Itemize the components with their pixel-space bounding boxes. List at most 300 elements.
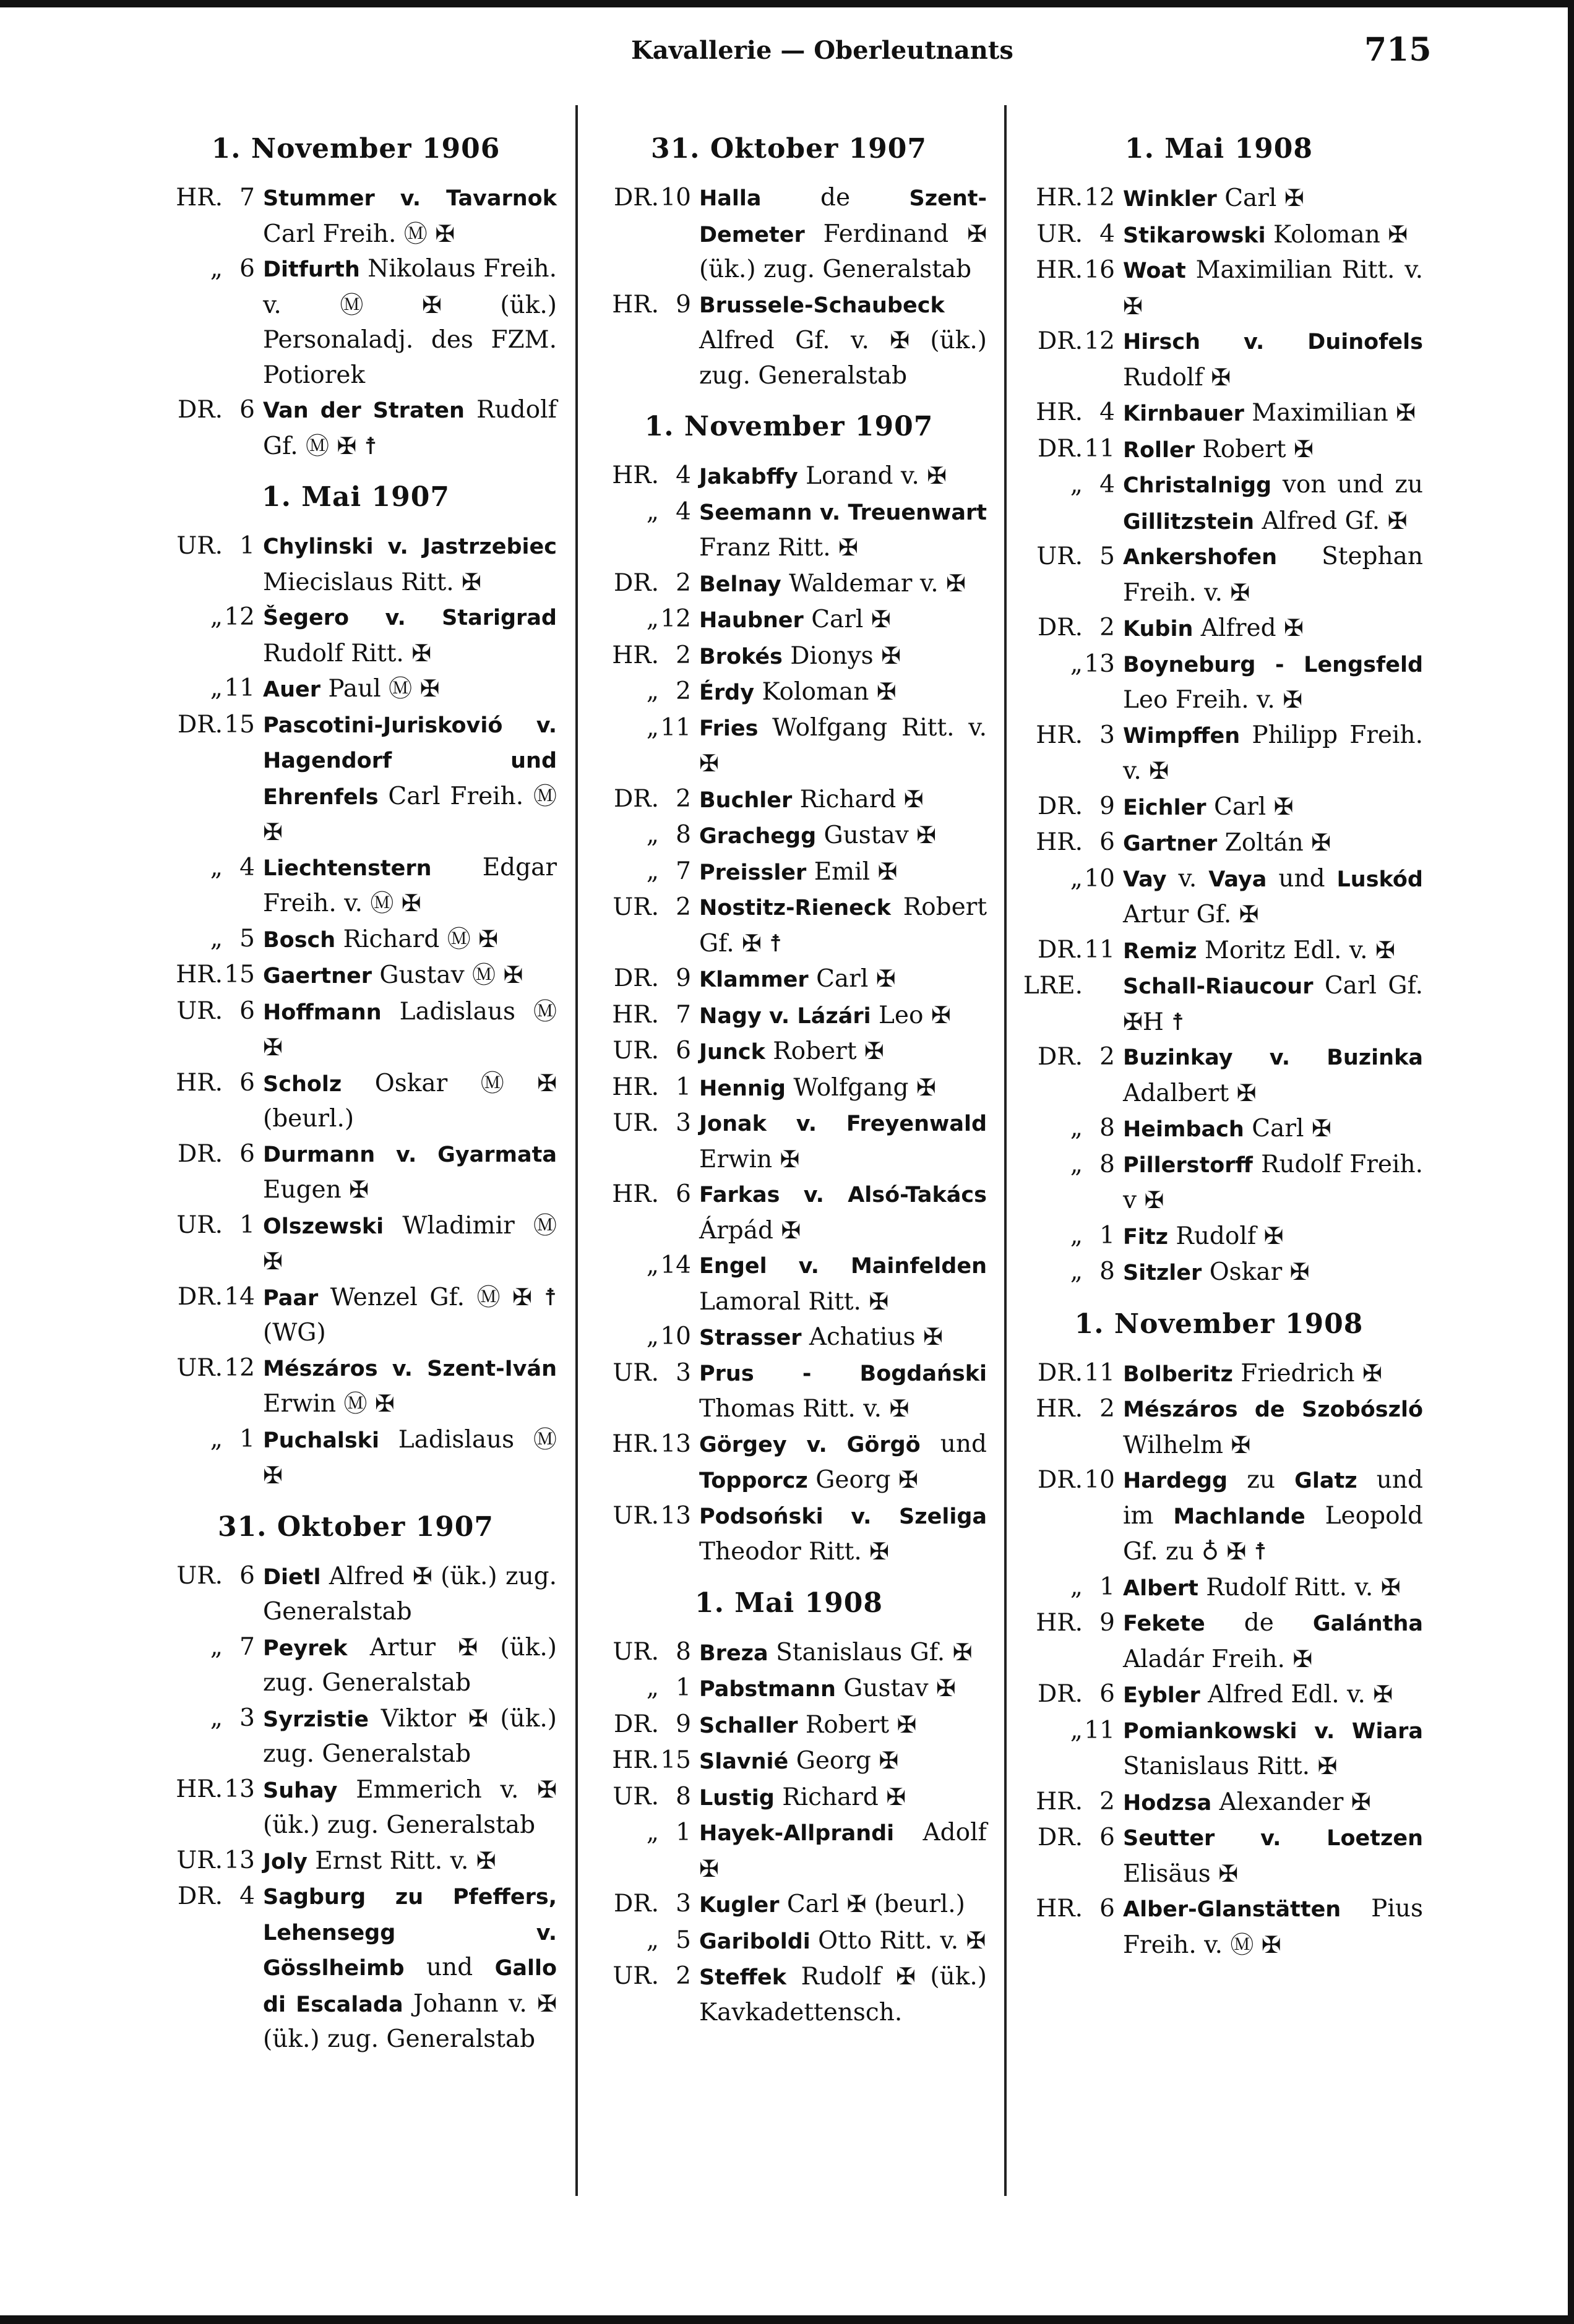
cross-decoration-icon: ✠ bbox=[890, 327, 910, 354]
officer-entry bbox=[155, 1422, 557, 1494]
regiment-number: 9 bbox=[1099, 1609, 1115, 1637]
cross-decoration-icon: ✠ bbox=[537, 1069, 557, 1097]
officer-entry bbox=[591, 818, 987, 854]
surname: Woat bbox=[1123, 259, 1186, 283]
regiment-type: DR. bbox=[177, 1882, 223, 1910]
officer-name-text: Ankershofen Stephan Freih. v. ✠ bbox=[1123, 539, 1423, 611]
officer-name-text: Dietl Alfred ✠ (ük.) zug. Generalstab bbox=[263, 1559, 557, 1630]
cross-decoration-icon: ✠ bbox=[1261, 1931, 1281, 1958]
cross-decoration-icon: ✠ bbox=[1351, 1788, 1371, 1816]
officer-name-text: Joly Ernst Ritt. v. ✠ bbox=[263, 1843, 557, 1880]
surname: Joly bbox=[263, 1849, 307, 1874]
officer-name-text: Pomiankowski v. Wiara Stanislaus Ritt. ✠ bbox=[1123, 1713, 1423, 1785]
cross-decoration-icon: ✠ bbox=[1283, 686, 1303, 713]
regiment-type: „ bbox=[1070, 1716, 1083, 1744]
cross-decoration-icon: ✠ bbox=[1311, 1115, 1331, 1142]
regiment-type: UR. bbox=[613, 1501, 659, 1530]
surname: Kugler bbox=[699, 1893, 780, 1918]
cross-decoration-icon: ✠ bbox=[1123, 292, 1143, 320]
officer-name-text: Belnay Waldemar v. ✠ bbox=[699, 566, 987, 602]
surname: Galántha bbox=[1312, 1611, 1423, 1636]
cross-decoration-icon: ✠ bbox=[1230, 578, 1250, 606]
surname: Luskód bbox=[1336, 867, 1423, 892]
merit-medal-icon: Ⓜ bbox=[340, 291, 364, 319]
officer-entry bbox=[591, 1034, 987, 1070]
cross-decoration-icon: ✠ bbox=[1239, 901, 1259, 928]
officer-name-text: Paar Wenzel Gf. Ⓜ ✠ ☨ (WG) bbox=[263, 1280, 557, 1351]
surname: Bolberitz bbox=[1123, 1361, 1233, 1387]
regiment-type: HR. bbox=[176, 961, 223, 988]
surname: Roller bbox=[1123, 437, 1195, 463]
regiment-type: „ bbox=[1070, 650, 1083, 678]
regiment-type: DR. bbox=[1037, 434, 1083, 463]
regiment-type: „ bbox=[646, 497, 659, 526]
regiment-type: UR. bbox=[613, 1358, 659, 1387]
regiment-type: DR. bbox=[177, 710, 223, 739]
regiment-type: HR. bbox=[176, 1068, 223, 1097]
regiment-type: „ bbox=[210, 853, 223, 881]
merit-medal-icon: Ⓜ bbox=[533, 1425, 557, 1453]
officer-entry bbox=[591, 1959, 987, 2030]
surname: Heimbach bbox=[1123, 1117, 1244, 1142]
column-1 bbox=[155, 114, 557, 2057]
regiment-type: UR. bbox=[176, 997, 223, 1025]
regiment-number: 7 bbox=[676, 1000, 691, 1029]
officer-entry bbox=[591, 566, 987, 602]
officer-name-text: Buchler Richard ✠ bbox=[699, 782, 987, 818]
regiment-type: DR. bbox=[177, 396, 223, 424]
regiment-number: 3 bbox=[676, 1358, 691, 1387]
regiment-number: 6 bbox=[1099, 1824, 1115, 1851]
cross-decoration-icon: ✠ bbox=[1211, 363, 1231, 391]
officer-name-text: Grachegg Gustav ✠ bbox=[699, 818, 987, 854]
regiment-type: „ bbox=[1070, 1221, 1083, 1250]
regiment-number: 4 bbox=[676, 497, 691, 526]
officer-name-text: Mészáros v. Szent-Iván Erwin Ⓜ ✠ bbox=[263, 1351, 557, 1422]
regiment-type: DR. bbox=[1037, 1466, 1083, 1494]
surname: Puchalski bbox=[263, 1428, 379, 1453]
cross-decoration-icon: ✠ bbox=[871, 606, 891, 633]
officer-name-text: Suhay Emmerich v. ✠ (ük.) zug. Generalstab bbox=[263, 1772, 557, 1843]
officer-name-text: Stummer v. Tavarnok Carl Freih. Ⓜ ✠ bbox=[263, 181, 557, 252]
cross-decoration-icon: ✠ bbox=[875, 965, 896, 992]
surname: Klammer bbox=[699, 967, 809, 992]
officer-name-text: Scholz Oskar Ⓜ ✠ (beurl.) bbox=[263, 1066, 557, 1137]
surname: Mészáros v. Szent-Iván bbox=[263, 1356, 557, 1381]
surname: Suhay bbox=[263, 1778, 338, 1803]
officer-entry bbox=[591, 1106, 987, 1177]
officer-entry bbox=[591, 458, 987, 495]
regiment-number: 11 bbox=[1084, 1358, 1115, 1387]
page-border-bottom bbox=[0, 2315, 1574, 2324]
officer-entry bbox=[155, 1137, 557, 1208]
surname: Machlande bbox=[1173, 1504, 1305, 1529]
officer-entry bbox=[155, 181, 557, 252]
surname: Hirsch v. Duinofels bbox=[1123, 330, 1423, 354]
officer-entry bbox=[591, 1356, 987, 1427]
regiment-type: „ bbox=[646, 1926, 659, 1954]
cross-decoration-icon: ✠ bbox=[931, 1001, 951, 1029]
officer-name-text: Bosch Richard Ⓜ ✠ bbox=[263, 922, 557, 958]
regiment-number: 8 bbox=[1099, 1150, 1115, 1178]
officer-entry bbox=[591, 890, 987, 961]
officer-entry bbox=[591, 1427, 987, 1499]
regiment-type: „ bbox=[646, 677, 659, 705]
cross-decoration-icon: ✠ bbox=[263, 1462, 283, 1489]
officer-entry bbox=[1015, 969, 1423, 1040]
regiment-type: UR. bbox=[1036, 220, 1083, 248]
surname: Brokés bbox=[699, 644, 783, 669]
surname: Nostitz-Rieneck bbox=[699, 896, 891, 920]
officer-name-text: Fitz Rudolf ✠ bbox=[1123, 1219, 1423, 1255]
officer-name-text: Farkas v. Alsó-Takács Árpád ✠ bbox=[699, 1177, 987, 1248]
cross-decoration-icon: ✠ bbox=[952, 1638, 973, 1666]
officer-entry bbox=[1015, 862, 1423, 933]
regiment-number: 12 bbox=[1084, 327, 1115, 355]
merit-medal-icon: Ⓜ bbox=[533, 997, 557, 1025]
surname: Sagburg zu Pfeffers, Lehensegg v. Gösslheimb bbox=[263, 1885, 557, 1981]
surname: Belnay bbox=[699, 572, 781, 597]
regiment-number: 15 bbox=[224, 961, 255, 988]
officer-entry bbox=[591, 288, 987, 394]
officer-name-text: Boyneburg - Lengsfeld Leo Freih. v. ✠ bbox=[1123, 647, 1423, 718]
cross-decoration-icon: ✠ bbox=[922, 1323, 943, 1350]
officer-entry bbox=[1015, 324, 1423, 395]
officer-entry bbox=[1015, 1040, 1423, 1111]
officer-name-text: Peyrek Artur ✠ (ük.) zug. Generalstab bbox=[263, 1630, 557, 1701]
cross-decoration-icon: ✠ bbox=[869, 1287, 889, 1315]
regiment-type: „ bbox=[210, 924, 223, 953]
cross-decoration-icon: ✠ bbox=[462, 568, 481, 596]
cross-decoration-icon: ✠ bbox=[781, 1216, 801, 1244]
officer-entry bbox=[591, 181, 987, 288]
regiment-type: „ bbox=[210, 1632, 223, 1661]
regiment-number: 4 bbox=[676, 461, 691, 489]
officer-name-text: Engel v. Mainfelden Lamoral Ritt. ✠ bbox=[699, 1248, 987, 1319]
officer-entry bbox=[155, 958, 557, 994]
surname: Slavnié bbox=[699, 1749, 789, 1774]
regiment-type: DR. bbox=[613, 1710, 659, 1738]
regiment-number: 7 bbox=[239, 1632, 255, 1661]
officer-entry bbox=[591, 1319, 987, 1356]
cross-decoration-icon: ✠ bbox=[1289, 1258, 1310, 1285]
officer-name-text: Nagy v. Lázári Leo ✠ bbox=[699, 998, 987, 1034]
regiment-type: „ bbox=[1070, 1114, 1083, 1142]
regiment-number: 6 bbox=[239, 1068, 255, 1097]
merit-medal-icon: Ⓜ bbox=[343, 1390, 368, 1417]
surname: Hoffmann bbox=[263, 1000, 382, 1025]
regiment-number: 1 bbox=[676, 1674, 691, 1702]
cross-decoration-icon: ✠ bbox=[699, 1854, 719, 1882]
officer-name-text: Heimbach Carl ✠ bbox=[1123, 1111, 1423, 1147]
regiment-number: 13 bbox=[660, 1501, 691, 1530]
section-date-heading: 1. Mai 1907 bbox=[262, 481, 450, 513]
regiment-type: DR. bbox=[613, 964, 659, 992]
regiment-type: HR. bbox=[612, 461, 659, 489]
cross-decoration-icon: ✠ bbox=[374, 1390, 395, 1417]
officer-name-text: Ditfurth Nikolaus Freih. v. Ⓜ ✠ (ük.) Personaladj. des FZM. Potiorek bbox=[263, 255, 557, 389]
regiment-number: 6 bbox=[676, 1180, 691, 1208]
regiment-type: HR. bbox=[176, 184, 223, 212]
regiment-type: HR. bbox=[1036, 1787, 1083, 1816]
surname: Peyrek bbox=[263, 1636, 348, 1661]
cross-decoration-icon: ✠ bbox=[1284, 184, 1304, 212]
officer-name-text: Auer Paul Ⓜ ✠ bbox=[263, 671, 557, 708]
surname: Engel v. Mainfelden bbox=[699, 1254, 987, 1279]
merit-medal-icon: Ⓜ bbox=[1230, 1931, 1254, 1958]
officer-entry bbox=[1015, 539, 1423, 611]
surname: Van der Straten bbox=[263, 398, 465, 423]
cross-decoration-icon: ✠ bbox=[537, 1989, 557, 2017]
officer-entry bbox=[1015, 1219, 1423, 1255]
merit-medal-icon: Ⓜ bbox=[533, 1211, 557, 1239]
regiment-type: DR. bbox=[1037, 1824, 1083, 1851]
regiment-type: HR. bbox=[612, 1000, 659, 1029]
officer-entry bbox=[1015, 825, 1423, 862]
officer-name-text: Jonak v. Freyenwald Erwin ✠ bbox=[699, 1106, 987, 1177]
surname: Fekete bbox=[1123, 1611, 1205, 1636]
regiment-number: 1 bbox=[239, 1425, 255, 1453]
regiment-type: DR. bbox=[613, 184, 659, 212]
cross-decoration-icon: ✠ bbox=[458, 1633, 478, 1661]
regiment-number: 4 bbox=[1099, 398, 1115, 426]
cross-decoration-icon: ✠ bbox=[1283, 614, 1304, 641]
officer-entry bbox=[155, 1772, 557, 1843]
merit-medal-icon: Ⓜ bbox=[533, 782, 557, 810]
surname: Schaller bbox=[699, 1713, 798, 1738]
officer-name-text: Mészáros de Szobószló Wilhelm ✠ bbox=[1123, 1392, 1423, 1463]
regiment-type: UR. bbox=[1036, 542, 1083, 570]
officer-name-text: Görgey v. Görgö und Topporcz Georg ✠ bbox=[699, 1427, 987, 1499]
regiment-number: 2 bbox=[1099, 614, 1115, 641]
cross-decoration-icon: ✠ bbox=[916, 1073, 936, 1101]
surname: Görgey v. Görgö bbox=[699, 1432, 921, 1457]
officer-entry bbox=[155, 1630, 557, 1701]
page-border-top bbox=[0, 0, 1574, 7]
regiment-number: 2 bbox=[1099, 1043, 1115, 1071]
officer-entry bbox=[591, 1070, 987, 1107]
officer-entry bbox=[1015, 1606, 1423, 1677]
surname: Schall-Riaucour bbox=[1123, 974, 1314, 999]
officer-entry bbox=[1015, 1677, 1423, 1713]
surname: Farkas v. Alsó-Takács bbox=[699, 1183, 987, 1207]
officer-entry bbox=[155, 1280, 557, 1351]
officer-name-text: Gartner Zoltán ✠ bbox=[1123, 825, 1423, 862]
regiment-type: „ bbox=[1070, 1258, 1083, 1285]
regiment-number: 2 bbox=[676, 568, 691, 597]
officer-name-text: Klammer Carl ✠ bbox=[699, 961, 987, 998]
officer-name-text: Preissler Emil ✠ bbox=[699, 854, 987, 891]
regiment-type: HR. bbox=[612, 290, 659, 319]
regiment-number: 2 bbox=[1099, 1395, 1115, 1423]
cross-of-lorraine-icon: ☨ bbox=[364, 432, 377, 460]
cross-decoration-icon: ✠ bbox=[967, 220, 987, 247]
regiment-type: UR. bbox=[613, 1109, 659, 1137]
regiment-type: HR. bbox=[612, 1746, 659, 1774]
officer-entry bbox=[1015, 1820, 1423, 1892]
officer-entry bbox=[155, 1559, 557, 1630]
officer-name-text: Gariboldi Otto Ritt. v. ✠ bbox=[699, 1923, 987, 1960]
regiment-number: 10 bbox=[660, 184, 691, 212]
surname: Alber-Glanstätten bbox=[1123, 1897, 1341, 1922]
surname: Halla bbox=[699, 186, 762, 211]
regiment-type: „ bbox=[646, 605, 659, 633]
officer-entry bbox=[1015, 933, 1423, 969]
cross-decoration-icon: ✠ bbox=[419, 675, 440, 702]
cross-decoration-icon: ✠ bbox=[1273, 792, 1294, 820]
regiment-number: 5 bbox=[239, 924, 255, 953]
cross-decoration-icon: ✠ bbox=[422, 291, 442, 319]
officer-name-text: Sagburg zu Pfeffers, Lehensegg v. Gösslheimb und Gallo di Escalada Johann v. ✠ (ük.) zug. Generalstab bbox=[263, 1885, 557, 2053]
officer-entry bbox=[1015, 432, 1423, 468]
regiment-type: LRE. bbox=[1023, 972, 1083, 1000]
officer-entry bbox=[155, 1066, 557, 1137]
surname: Strasser bbox=[699, 1326, 802, 1350]
surname: Ankershofen bbox=[1123, 545, 1278, 570]
cross-decoration-icon: ✠ bbox=[838, 534, 858, 561]
surname: Vaya bbox=[1208, 867, 1267, 892]
regiment-type: UR. bbox=[176, 1353, 223, 1382]
regiment-type: UR. bbox=[613, 893, 659, 921]
officer-name-text: Hoffmann Ladislaus Ⓜ ✠ bbox=[263, 994, 557, 1066]
officer-entry bbox=[155, 600, 557, 671]
surname: Winkler bbox=[1123, 187, 1217, 212]
regiment-type: UR. bbox=[176, 1211, 223, 1239]
column-rule-2 bbox=[1004, 105, 1007, 2196]
regiment-type: UR. bbox=[613, 1037, 659, 1065]
officer-name-text: Seutter v. Loetzen Elisäus ✠ bbox=[1123, 1820, 1423, 1892]
officer-entry bbox=[591, 674, 987, 711]
officer-name-text: Hirsch v. Duinofels Rudolf ✠ bbox=[1123, 324, 1423, 395]
regiment-number: 12 bbox=[1084, 184, 1115, 212]
cross-decoration-icon: ✠ bbox=[263, 1248, 283, 1275]
regiment-number: 15 bbox=[224, 710, 255, 739]
cross-decoration-icon: ✠ bbox=[537, 1775, 557, 1803]
surname: Durmann v. Gyarmata bbox=[263, 1142, 557, 1167]
regiment-type: DR. bbox=[613, 1890, 659, 1918]
orb-icon: ♁ bbox=[1202, 1538, 1219, 1565]
regiment-type: HR. bbox=[1036, 1895, 1083, 1923]
regiment-number: 13 bbox=[224, 1846, 255, 1874]
surname: Steffek bbox=[699, 1965, 787, 1990]
officer-entry bbox=[1015, 181, 1423, 217]
surname: Remiz bbox=[1123, 938, 1197, 964]
regiment-number: 13 bbox=[1084, 650, 1115, 678]
surname: Brussele-Schaubeck bbox=[699, 293, 945, 318]
regiment-number: 13 bbox=[660, 1430, 691, 1458]
officer-entry bbox=[155, 851, 557, 922]
officer-name-text: Albert Rudolf Ritt. v. ✠ bbox=[1123, 1570, 1423, 1606]
officer-name-text: Brussele-Schaubeck Alfred Gf. v. ✠ (ük.) zug. Generalstab bbox=[699, 293, 987, 390]
officer-name-text: Puchalski Ladislaus Ⓜ ✠ bbox=[263, 1422, 557, 1494]
regiment-number: 11 bbox=[1084, 434, 1115, 463]
regiment-type: DR. bbox=[1037, 327, 1083, 355]
officer-entry bbox=[591, 1635, 987, 1671]
regiment-number: 5 bbox=[676, 1926, 691, 1954]
surname: Liechtenstern bbox=[263, 855, 432, 881]
regiment-type: „ bbox=[210, 1425, 223, 1453]
regiment-number: 4 bbox=[239, 853, 255, 881]
section-date-heading: 1. Mai 1908 bbox=[695, 1587, 883, 1619]
section-date-heading: 1. Mai 1908 bbox=[1125, 133, 1313, 165]
regiment-number: 1 bbox=[239, 532, 255, 560]
merit-medal-icon: Ⓜ bbox=[370, 890, 394, 917]
section-date-heading: 1. November 1907 bbox=[644, 411, 934, 442]
regiment-type: „ bbox=[210, 603, 223, 631]
regiment-type: HR. bbox=[1036, 398, 1083, 426]
regiment-type: „ bbox=[646, 713, 659, 742]
regiment-number: 1 bbox=[239, 1211, 255, 1239]
surname: Bosch bbox=[263, 927, 336, 953]
regiment-type: DR. bbox=[613, 784, 659, 813]
officer-entry bbox=[591, 1743, 987, 1780]
cross-decoration-icon: ✠ bbox=[1317, 1752, 1338, 1780]
regiment-number: 8 bbox=[1099, 1114, 1115, 1142]
surname: Prus - Bogdański bbox=[699, 1361, 987, 1386]
surname: Stummer v. Tavarnok bbox=[263, 186, 557, 211]
regiment-number: 3 bbox=[676, 1890, 691, 1918]
officer-name-text: Schaller Robert ✠ bbox=[699, 1707, 987, 1744]
officer-entry bbox=[155, 708, 557, 851]
merit-medal-icon: Ⓜ bbox=[389, 675, 413, 702]
officer-name-text: Eichler Carl ✠ bbox=[1123, 789, 1423, 826]
officer-name-text: Olszewski Wladimir Ⓜ ✠ bbox=[263, 1208, 557, 1280]
officer-name-text: Pillerstorff Rudolf Freih. v ✠ bbox=[1123, 1147, 1423, 1219]
officer-name-text: Podsoński v. Szeliga Theodor Ritt. ✠ bbox=[699, 1499, 987, 1570]
surname: Paar bbox=[263, 1285, 319, 1311]
surname: Jonak v. Freyenwald bbox=[699, 1112, 987, 1136]
regiment-type: HR. bbox=[612, 1180, 659, 1208]
cross-decoration-icon: ✠ bbox=[897, 1710, 917, 1738]
surname: Gariboldi bbox=[699, 1929, 811, 1954]
surname: Glatz bbox=[1294, 1469, 1357, 1493]
page-number: 715 bbox=[1364, 31, 1432, 69]
regiment-type: DR. bbox=[1037, 935, 1083, 964]
officer-entry bbox=[155, 1843, 557, 1880]
surname: Chylinski v. Jastrzebiec bbox=[263, 534, 557, 559]
cross-decoration-icon: ✠ bbox=[1292, 1645, 1313, 1673]
officer-name-text: Van der Straten Rudolf Gf. Ⓜ ✠ ☨ bbox=[263, 393, 557, 464]
officer-name-text: Fries Wolfgang Ritt. v. ✠ bbox=[699, 711, 987, 782]
officer-name-text: Nostitz-Rieneck Robert Gf. ✠ ☨ bbox=[699, 890, 987, 961]
regiment-number: 6 bbox=[1099, 1680, 1115, 1708]
cross-decoration-icon: ✠ bbox=[1387, 507, 1408, 534]
officer-name-text: Kugler Carl ✠ (beurl.) bbox=[699, 1887, 987, 1923]
cross-decoration-icon: ✠ bbox=[903, 785, 924, 813]
officer-name-text: Sitzler Oskar ✠ bbox=[1123, 1254, 1423, 1291]
regiment-type: UR. bbox=[613, 1962, 659, 1990]
cross-decoration-icon: ✠ bbox=[877, 857, 898, 885]
regiment-number: 2 bbox=[676, 641, 691, 669]
regiment-number: 6 bbox=[239, 396, 255, 424]
regiment-number: 6 bbox=[239, 1561, 255, 1590]
cross-of-lorraine-icon: ☨ bbox=[769, 929, 782, 957]
cross-decoration-icon: ✠ bbox=[846, 1890, 867, 1918]
officer-entry bbox=[155, 529, 557, 600]
regiment-type: HR. bbox=[1036, 721, 1083, 749]
officer-name-text: Eybler Alfred Edl. v. ✠ bbox=[1123, 1677, 1423, 1713]
officer-name-text: Hayek-Allprandi Adolf ✠ bbox=[699, 1816, 987, 1887]
regiment-number: 2 bbox=[1099, 1787, 1115, 1816]
cross-decoration-icon: ✠ bbox=[935, 1674, 956, 1702]
officer-entry bbox=[1015, 217, 1423, 254]
officer-name-text: Schall-Riaucour Carl Gf. ✠H ☨ bbox=[1123, 969, 1423, 1040]
running-header bbox=[0, 31, 1574, 79]
officer-name-text: Fekete de Galántha Aladár Freih. ✠ bbox=[1123, 1606, 1423, 1677]
officer-name-text: Érdy Koloman ✠ bbox=[699, 674, 987, 711]
officer-name-text: Breza Stanislaus Gf. ✠ bbox=[699, 1635, 987, 1671]
section-date-heading: 31. Oktober 1907 bbox=[650, 133, 927, 165]
